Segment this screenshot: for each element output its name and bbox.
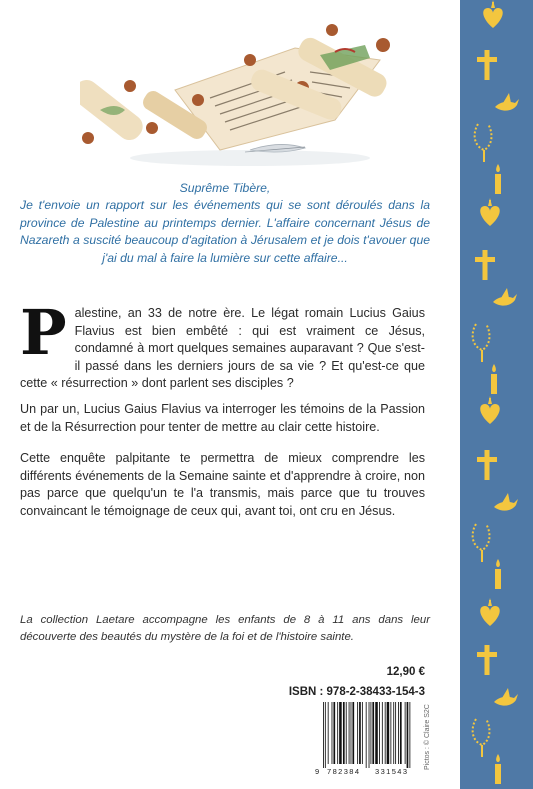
letter-text: Je t'envoie un rapport sur les événements qui se sont déroulés dans la province de Palestine au printemps dernier. L'affaire concernant Jésus de Nazareth a suscité beaucoup d'agitation à Jérusalem et je dois t'avouer que j'ai du mal à faire la lumière sur cette affaire...	[20, 198, 430, 265]
sacred-heart-icon	[483, 0, 502, 28]
candle-icon	[495, 164, 501, 194]
barcode-group-left: 782384	[327, 767, 361, 776]
dove-icon	[494, 688, 518, 706]
candle-icon	[495, 754, 501, 784]
barcode-bar	[407, 702, 409, 768]
letter-excerpt	[20, 180, 430, 267]
barcode-group-right: 331543	[375, 767, 409, 776]
decorative-sidebar	[460, 0, 533, 789]
rosary-icon	[475, 124, 492, 162]
rosary-icon	[473, 719, 490, 757]
barcode-digit-first: 9	[315, 767, 320, 776]
barcode-bar	[398, 702, 399, 764]
dove-icon	[494, 493, 518, 511]
barcode-bar	[405, 702, 406, 764]
rosary-icon	[473, 324, 490, 362]
cross-icon	[477, 450, 497, 480]
dove-icon	[495, 93, 519, 111]
barcode-bar	[400, 702, 402, 764]
synopsis-paragraph-2: Un par un, Lucius Gaius Flavius va interroger les témoins de la Passion et de la Résurrection pour tenter de mettre au clair cette histoire.	[20, 401, 425, 434]
barcode-bar	[375, 702, 378, 764]
barcode-bar	[369, 702, 370, 768]
price: 12,90 €	[386, 666, 425, 678]
collection-blurb: La collection Laetare accompagne les enfants de 8 à 11 ans dans leur découverte des beautés du mystère de la foi et de l'histoire sainte.	[20, 614, 430, 643]
barcode-bar	[343, 702, 345, 764]
barcode-bar	[366, 702, 367, 768]
barcode-bar	[395, 702, 396, 764]
sacred-heart-icon	[480, 598, 499, 626]
barcode-bar	[385, 702, 386, 764]
barcode-bar	[382, 702, 383, 764]
barcode	[315, 702, 425, 778]
barcode-bar	[333, 702, 335, 764]
barcode-bar	[351, 702, 352, 764]
barcode-bar	[362, 702, 363, 764]
barcode-bar	[339, 702, 342, 764]
scrolls-illustration	[80, 0, 440, 175]
picto-credits: Pictos : © Claire S2C	[424, 704, 431, 770]
candle-icon	[491, 364, 497, 394]
barcode-bar	[337, 702, 338, 764]
barcode-bar	[372, 702, 374, 764]
barcode-bar	[323, 702, 324, 768]
dove-icon	[493, 288, 517, 306]
sacred-heart-icon	[480, 198, 499, 226]
candle-icon	[495, 559, 501, 589]
synopsis-paragraph-3: Cette enquête palpitante te permettra de mieux comprendre les différents événements de la Semaine sainte et d'apprendre à croire, non pas parce que quelqu'un te l'a transmis, mais parce que tu trouves convaincant le témoignage de ceux qui, avant toi, ont cru en Jésus.	[20, 451, 425, 518]
barcode-bar	[390, 702, 391, 764]
sacred-heart-icon	[480, 396, 499, 424]
drop-cap: P	[20, 296, 67, 369]
letter-salutation: Suprême Tibère,	[179, 181, 271, 195]
synopsis-paragraph-1	[20, 296, 425, 393]
barcode-bar	[393, 702, 394, 764]
barcode-bar	[379, 702, 380, 764]
barcode-bar	[357, 702, 358, 764]
barcode-bar	[332, 702, 333, 764]
barcode-bar	[409, 702, 410, 768]
picto-column	[460, 0, 533, 789]
synopsis-paragraph-1-text: alestine, an 33 de notre ère. Le légat romain Lucius Gaius Flavius est bien embêté : qui est vraiment ce Jésus, condamné à mort quelques semaines auparavant ? Que s'est-il passé dans les derniers jours de sa vie ? Et qu'est-ce que cette « résurrection » dont parlent ses disciples ?	[20, 306, 425, 391]
barcode-bar	[349, 702, 350, 764]
cross-icon	[475, 250, 495, 280]
barcode-bar	[328, 702, 329, 764]
synopsis	[20, 296, 425, 529]
barcode-bar	[359, 702, 361, 764]
isbn: ISBN : 978-2-38433-154-3	[288, 686, 425, 698]
barcode-bar	[387, 702, 390, 764]
barcode-bar	[325, 702, 326, 768]
barcode-bar	[371, 702, 372, 764]
barcode-bar	[346, 702, 347, 764]
cross-icon	[477, 645, 497, 675]
rosary-icon	[473, 524, 490, 562]
barcode-bar	[352, 702, 354, 764]
cross-icon	[477, 50, 497, 80]
